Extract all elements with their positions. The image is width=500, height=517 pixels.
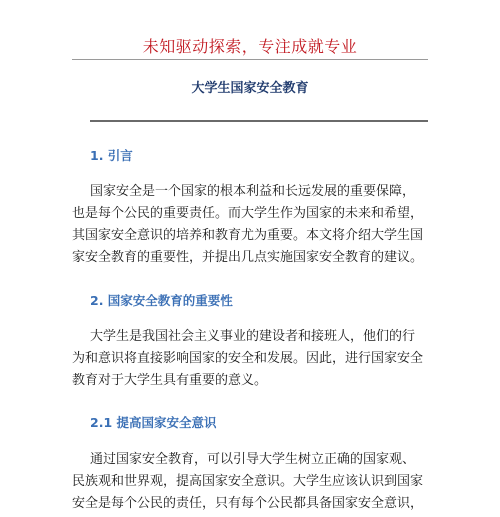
paragraph-line: 国家安全是一个国家的根本利益和长远发展的重要保障， <box>90 184 416 199</box>
paragraph-line: 也是每个公民的重要责任。而大学生作为国家的未来和希望， <box>72 206 424 221</box>
title-divider <box>90 120 428 122</box>
paragraph-line: 家安全教育的重要性，并提出几点实施国家安全教育的建议。 <box>72 250 424 265</box>
header-divider <box>72 59 428 60</box>
section-heading-awareness: 2.1 提高国家安全意识 <box>90 415 217 430</box>
section-heading-intro: 1. 引言 <box>90 148 133 163</box>
document-title: 大学生国家安全教育 <box>191 81 309 96</box>
section-heading-importance: 2. 国家安全教育的重要性 <box>90 293 233 308</box>
paragraph-importance <box>72 326 432 392</box>
paragraph-line: 教育对于大学生具有重要的意义。 <box>72 373 268 388</box>
paragraph-line: 通过国家安全教育，可以引导大学生树立正确的国家观、 <box>90 452 416 467</box>
paragraph-awareness <box>72 449 432 515</box>
paragraph-line: 安全是每个公民的责任，只有每个公民都具备国家安全意识， <box>72 496 424 511</box>
header-tagline: 未知驱动探索，专注成就专业 <box>142 37 358 56</box>
paragraph-line: 为和意识将直接影响国家的安全和发展。因此，进行国家安全 <box>72 351 424 366</box>
paragraph-line: 其国家安全意识的培养和教育尤为重要。本文将介绍大学生国 <box>72 228 424 243</box>
paragraph-line: 民族观和世界观，提高国家安全意识。大学生应该认识到国家 <box>72 474 424 489</box>
paragraph-line: 大学生是我国社会主义事业的建设者和接班人，他们的行 <box>90 329 416 344</box>
paragraph-intro <box>72 181 432 269</box>
